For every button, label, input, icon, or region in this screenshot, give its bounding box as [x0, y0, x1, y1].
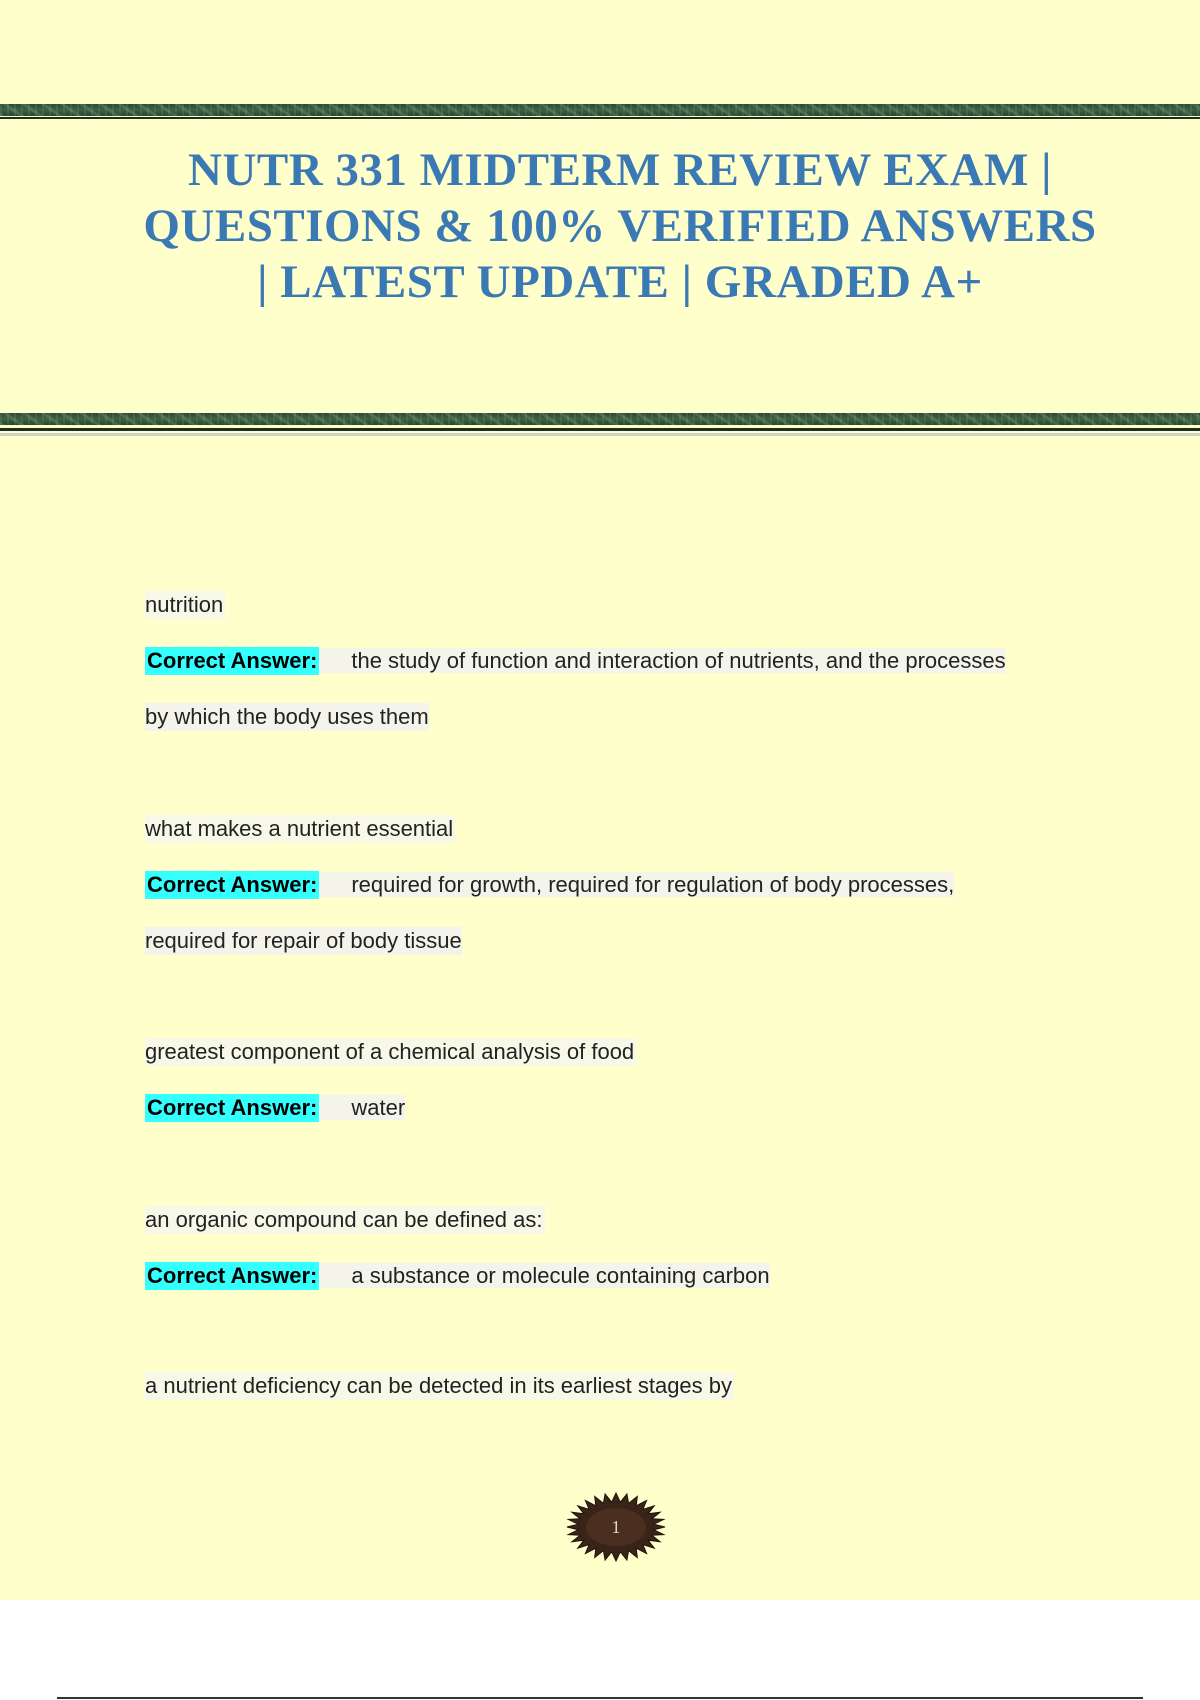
question-text: a nutrient deficiency can be detected in its earliest stages by	[145, 1373, 733, 1398]
top-border-line	[0, 117, 1200, 119]
answer-line	[145, 647, 1145, 675]
qa-item	[145, 591, 1145, 731]
page-number-badge	[566, 1492, 666, 1562]
page-number: 1	[611, 1517, 621, 1537]
answer-continuation: by which the body uses them	[145, 704, 429, 729]
top-border-band	[0, 104, 1200, 116]
document-title: NUTR 331 MIDTERM REVIEW EXAM | QUESTIONS & 100% VERIFIED ANSWERS | LATEST UPDATE | GRADED A+	[143, 144, 1097, 308]
answer-text: a substance or molecule containing carbon	[319, 1263, 769, 1288]
correct-answer-label: Correct Answer:	[147, 1095, 318, 1120]
answer-line	[145, 1262, 1145, 1290]
answer-continuation: required for repair of body tissue	[145, 928, 462, 953]
bottom-border-line-light	[0, 433, 1200, 436]
answer-text: required for growth, required for regulation of body processes,	[319, 872, 954, 897]
answer-text: water	[319, 1095, 405, 1120]
correct-answer-label: Correct Answer:	[147, 872, 318, 897]
qa-item	[145, 815, 1145, 955]
footer-rule	[57, 1697, 1143, 1699]
correct-answer-label: Correct Answer:	[147, 1263, 318, 1288]
answer-line	[145, 871, 1145, 899]
question-text: greatest component of a chemical analysis of food	[145, 1039, 635, 1064]
qa-item	[145, 1038, 1145, 1122]
qa-item	[145, 1206, 1145, 1290]
question-text: an organic compound can be defined as:	[145, 1207, 543, 1232]
answer-text: the study of function and interaction of nutrients, and the processes	[319, 648, 1005, 673]
qa-item	[145, 1372, 1145, 1400]
correct-answer-label: Correct Answer:	[147, 648, 318, 673]
bottom-border-band	[0, 413, 1200, 425]
question-text: what makes a nutrient essential	[145, 816, 454, 841]
question-text: nutrition	[145, 592, 224, 617]
bottom-border-line-dark	[0, 428, 1200, 431]
answer-line	[145, 1094, 1145, 1122]
